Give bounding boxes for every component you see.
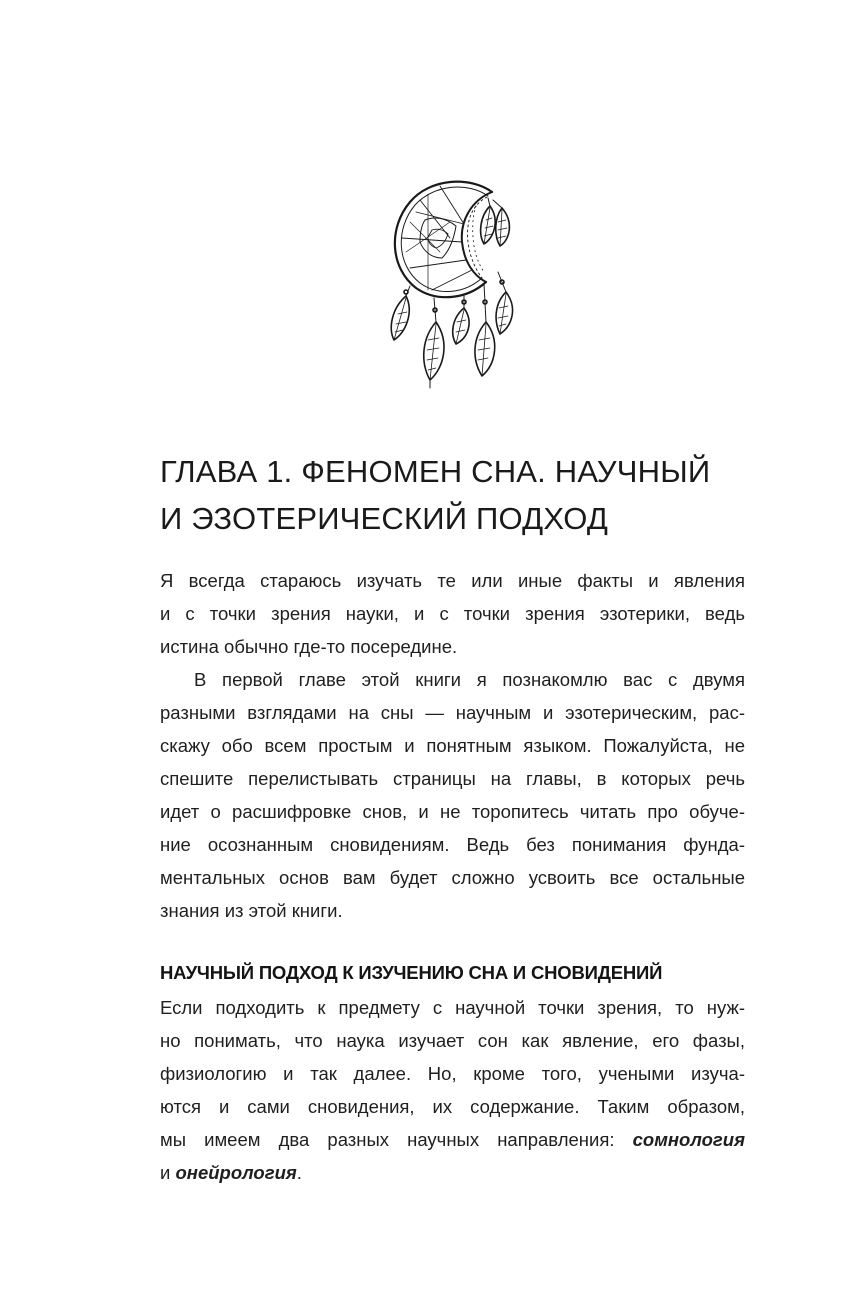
paragraph-intro (160, 564, 745, 663)
text-line: Я всегда стараюсь изучать те или иные факты и явления (160, 570, 745, 591)
term-somnology: сомнология (632, 1129, 745, 1150)
section-heading: НАУЧНЫЙ ПОДХОД К ИЗУЧЕНИЮ СНА И СНОВИДЕНИЙ (160, 962, 663, 983)
text-line: знания из этой книги. (160, 900, 343, 921)
text-line: скажу обо всем простым и понятным языком. Пожалуйста, не (160, 735, 745, 756)
text-line: ментальных основ вам будет сложно усвоить все остальные (160, 867, 745, 888)
text-segment: и (160, 1162, 176, 1183)
text-line: и с точки зрения науки, и с точки зрения эзотерики, ведь (160, 603, 745, 624)
text-line: истина обычно где-то посередине. (160, 636, 458, 657)
text-segment: . (296, 1162, 302, 1183)
text-line: но понимать, что наука изучает сон как явление, его фазы, (160, 1030, 745, 1051)
chapter-title (160, 448, 760, 542)
text-line: ние осознанным сновидениям. Ведь без понимания фунда- (160, 834, 745, 855)
dreamcatcher-illustration (380, 172, 530, 394)
text-line: идет о расшифровке снов, и не торопитесь читать про обуче- (160, 801, 745, 822)
chapter-title-line-2: И ЭЗОТЕРИЧЕСКИЙ ПОДХОД (160, 501, 609, 536)
text-line (160, 1156, 745, 1189)
text-line: разными взглядами на сны — научным и эзотерическим, рас- (160, 702, 745, 723)
text-line (160, 1123, 745, 1156)
text-line: физиологию и так далее. Но, кроме того, учеными изуча- (160, 1063, 745, 1084)
text-line: Если подходить к предмету с научной точки зрения, то нуж- (160, 997, 745, 1018)
paragraph-scientific-approach (160, 991, 745, 1189)
term-oneirology: онейрология (175, 1162, 297, 1183)
text-line: В первой главе этой книги я познакомлю вас с двумя (194, 669, 745, 690)
chapter-title-line-1: ГЛАВА 1. ФЕНОМЕН СНА. НАУЧНЫЙ (160, 454, 711, 489)
text-line: спешите перелистывать страницы на главы, в которых речь (160, 768, 745, 789)
paragraph-first-chapter (160, 663, 745, 927)
text-segment: мы имеем два разных научных направления: (160, 1129, 633, 1150)
text-line: ются и сами сновидения, их содержание. Таким образом, (160, 1096, 745, 1117)
